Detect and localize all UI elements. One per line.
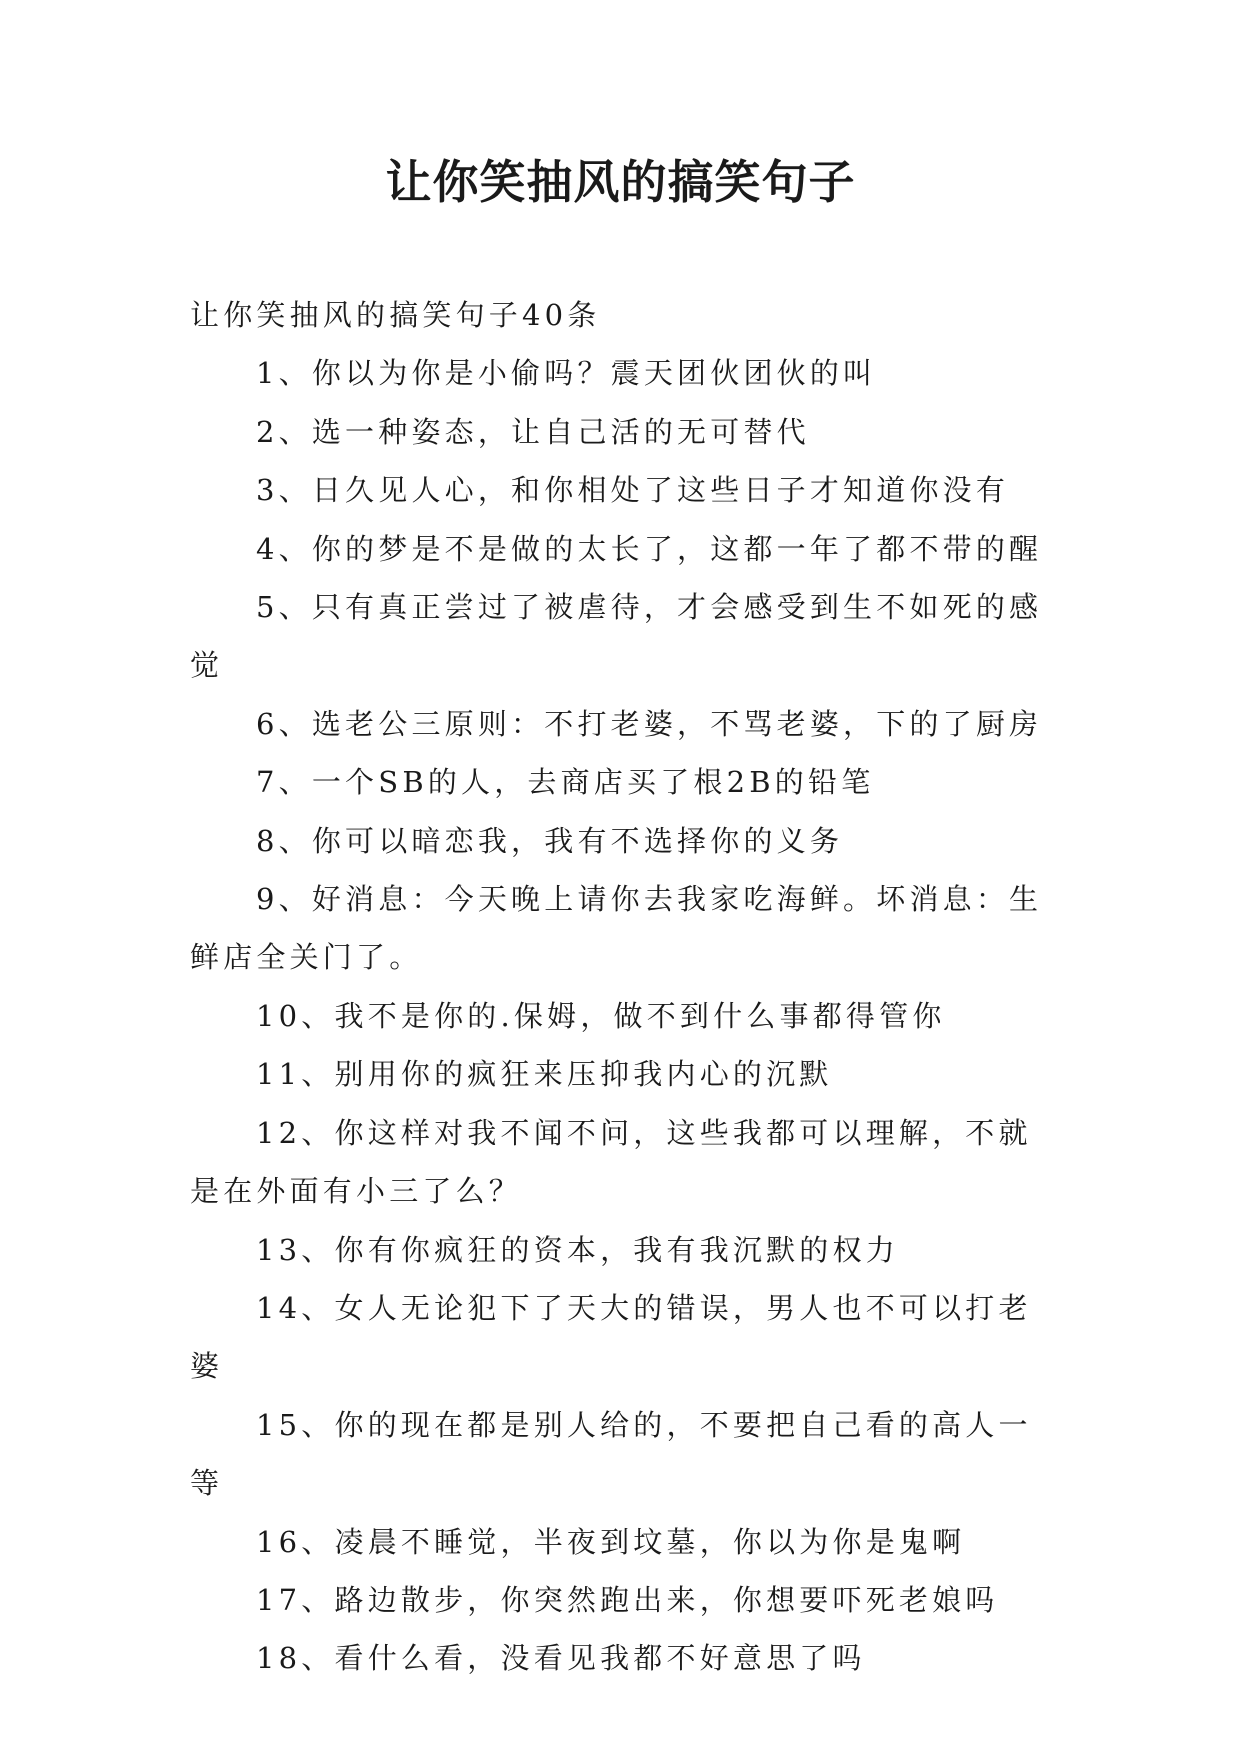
list-item: 1、你以为你是小偷吗？震天团伙团伙的叫: [256, 356, 877, 391]
list-item: 8、你可以暗恋我，我有不选择你的义务: [256, 823, 844, 858]
list-item: 9、好消息：今天晚上请你去我家吃海鲜。坏消息：生鲜店全关门了。: [190, 882, 1043, 975]
list-item: 11、别用你的疯狂来压抑我内心的沉默: [256, 1057, 833, 1092]
list-item: 15、你的现在都是别人给的，不要把自己看的高人一等: [190, 1407, 1032, 1501]
list-item: 18、看什么看，没看见我都不好意思了吗: [256, 1641, 866, 1676]
list-item: 2、选一种姿态，让自己活的无可替代: [256, 414, 810, 449]
intro-paragraph: 让你笑抽风的搞笑句子40条: [190, 298, 601, 332]
list-item: 7、一个SB的人，去商店买了根2B的铅笔: [256, 765, 875, 800]
list-item: 16、凌晨不睡觉，半夜到坟墓，你以为你是鬼啊: [256, 1524, 966, 1559]
list-item: 12、你这样对我不闻不问，这些我都可以理解，不就是在外面有小三了么？: [190, 1115, 1032, 1209]
document-body: [190, 286, 1056, 1688]
list-item: 4、你的梦是不是做的太长了，这都一年了都不带的醒: [256, 531, 1043, 566]
list-item: 14、女人无论犯下了天大的错误，男人也不可以打老婆: [190, 1290, 1032, 1384]
list-item: 13、你有你疯狂的资本，我有我沉默的权力: [256, 1232, 899, 1267]
document-title: 让你笑抽风的搞笑句子: [385, 155, 856, 209]
list-item: 10、我不是你的.保姆，做不到什么事都得管你: [256, 998, 946, 1033]
list-item: 17、路边散步，你突然跑出来，你想要吓死老娘吗: [256, 1582, 999, 1617]
list-item: 3、日久见人心，和你相处了这些日子才知道你没有: [256, 473, 1010, 508]
list-item: 5、只有真正尝过了被虐待，才会感受到生不如死的感觉: [190, 590, 1043, 683]
list-item: 6、选老公三原则：不打老婆，不骂老婆，下的了厨房: [256, 706, 1043, 741]
